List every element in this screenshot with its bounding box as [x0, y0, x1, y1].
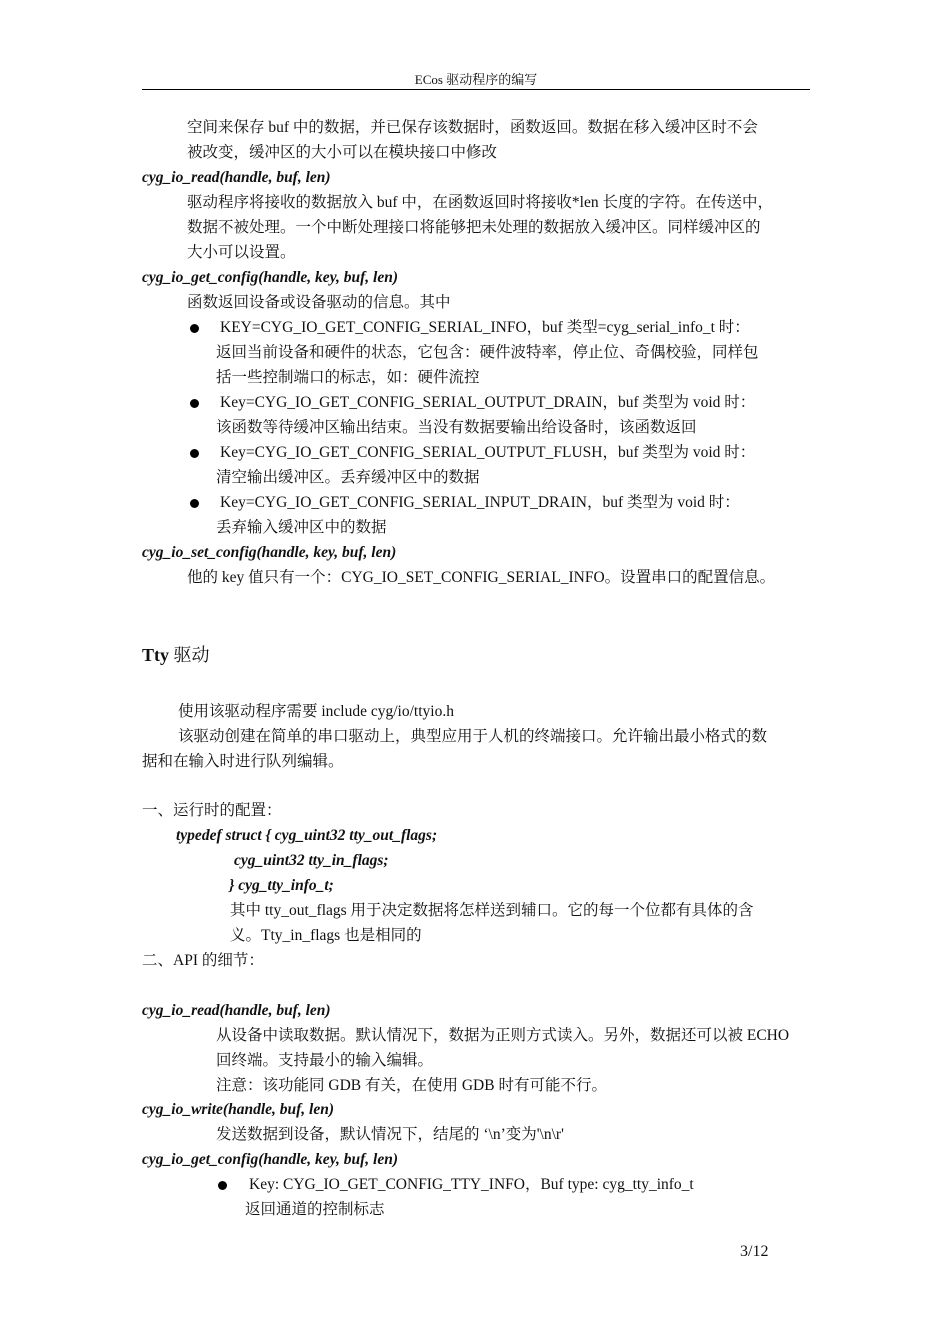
bullet-item-line: 括一些控制端口的标志，如：硬件流控 — [216, 369, 480, 386]
paragraph-line: 大小可以设置。 — [187, 244, 296, 261]
code-line: } cyg_tty_info_t; — [229, 877, 334, 894]
section-heading-tty — [142, 644, 210, 666]
paragraph-line: 函数返回设备或设备驱动的信息。其中 — [187, 294, 451, 311]
bullet-icon — [190, 324, 199, 333]
bullet-item-line: 丢弃输入缓冲区中的数据 — [216, 519, 387, 536]
page-header: ECos 驱动程序的编写 — [414, 72, 538, 87]
paragraph-line: 回终端。支持最小的输入编辑。 — [216, 1052, 434, 1069]
paragraph-line: 空间来保存 buf 中的数据，并已保存该数据时，函数返回。数据在移入缓冲区时不会 — [187, 119, 758, 136]
paragraph-line: 发送数据到设备，默认情况下，结尾的 ‘\n’变为'\n\r' — [216, 1126, 564, 1143]
paragraph-line: 从设备中读取数据。默认情况下，数据为正则方式读入。另外，数据还可以被 ECHO — [216, 1027, 790, 1044]
paragraph-line: 该驱动创建在简单的串口驱动上，典型应用于人机的终端接口。允许输出最小格式的数 — [178, 728, 768, 745]
paragraph-line: 被改变，缓冲区的大小可以在模块接口中修改 — [187, 144, 498, 161]
paragraph-line: 驱动程序将接收的数据放入 buf 中，在函数返回时将接收*len 长度的字符。在传送中， — [187, 194, 773, 211]
bullet-item-line: Key=CYG_IO_GET_CONFIG_SERIAL_OUTPUT_DRAIN，buf 类型为 void 时： — [220, 394, 756, 411]
function-signature-get-config: cyg_io_get_config(handle, key, buf, len) — [142, 1151, 398, 1168]
paragraph-line: 据和在输入时进行队列编辑。 — [142, 753, 344, 770]
paragraph-line: 注意：该功能同 GDB 有关，在使用 GDB 时有可能不行。 — [216, 1077, 607, 1094]
heading-rest: 驱动 — [169, 645, 210, 665]
bullet-item-line: 返回当前设备和硬件的状态，它包含：硬件波特率，停止位、奇偶校验，同样包 — [216, 344, 759, 361]
bullet-icon — [190, 499, 199, 508]
bullet-item-line: Key: CYG_IO_GET_CONFIG_TTY_INFO，Buf type: cyg_tty_info_t — [249, 1176, 694, 1193]
bullet-item-line: 返回通道的控制标志 — [245, 1201, 385, 1218]
page-number: 3/12 — [740, 1243, 769, 1260]
bullet-item-line: KEY=CYG_IO_GET_CONFIG_SERIAL_INFO，buf 类型=cyg_serial_info_t 时： — [220, 319, 750, 336]
bullet-icon — [218, 1181, 227, 1190]
function-signature-get-config: cyg_io_get_config(handle, key, buf, len) — [142, 269, 398, 286]
function-signature-read: cyg_io_read(handle, buf, len) — [142, 169, 331, 186]
bullet-item-line: Key=CYG_IO_GET_CONFIG_SERIAL_INPUT_DRAIN，buf 类型为 void 时： — [220, 494, 740, 511]
paragraph-line: 使用该驱动程序需要 include cyg/io/ttyio.h — [178, 703, 454, 720]
subheading-api-details: 二、API 的细节： — [142, 952, 264, 969]
function-signature-set-config: cyg_io_set_config(handle, key, buf, len) — [142, 544, 397, 561]
paragraph-line: 数据不被处理。一个中断处理接口将能够把未处理的数据放入缓冲区。同样缓冲区的 — [187, 219, 761, 236]
function-signature-write: cyg_io_write(handle, buf, len) — [142, 1101, 335, 1118]
bullet-icon — [190, 449, 199, 458]
paragraph-line: 他的 key 值只有一个：CYG_IO_SET_CONFIG_SERIAL_INFO。设置串口的配置信息。 — [187, 569, 776, 586]
bullet-item-line: 清空输出缓冲区。丢弃缓冲区中的数据 — [216, 469, 480, 486]
bullet-item-line: Key=CYG_IO_GET_CONFIG_SERIAL_OUTPUT_FLUSH，buf 类型为 void 时： — [220, 444, 756, 461]
bullet-item-line: 该函数等待缓冲区输出结束。当没有数据要输出给设备时，该函数返回 — [216, 419, 697, 436]
code-line: cyg_uint32 tty_in_flags; — [234, 852, 389, 869]
heading-bold: Tty — [142, 645, 169, 665]
header-rule — [142, 89, 810, 90]
bullet-icon — [190, 399, 199, 408]
paragraph-line: 其中 tty_out_flags 用于决定数据将怎样送到辅口。它的每一个位都有具体的含 — [230, 902, 754, 919]
code-line: typedef struct { cyg_uint32 tty_out_flags; — [176, 827, 438, 844]
function-signature-read: cyg_io_read(handle, buf, len) — [142, 1002, 331, 1019]
paragraph-line: 义。Tty_in_flags 也是相同的 — [230, 927, 422, 944]
subheading-runtime-config: 一、运行时的配置： — [142, 802, 282, 819]
